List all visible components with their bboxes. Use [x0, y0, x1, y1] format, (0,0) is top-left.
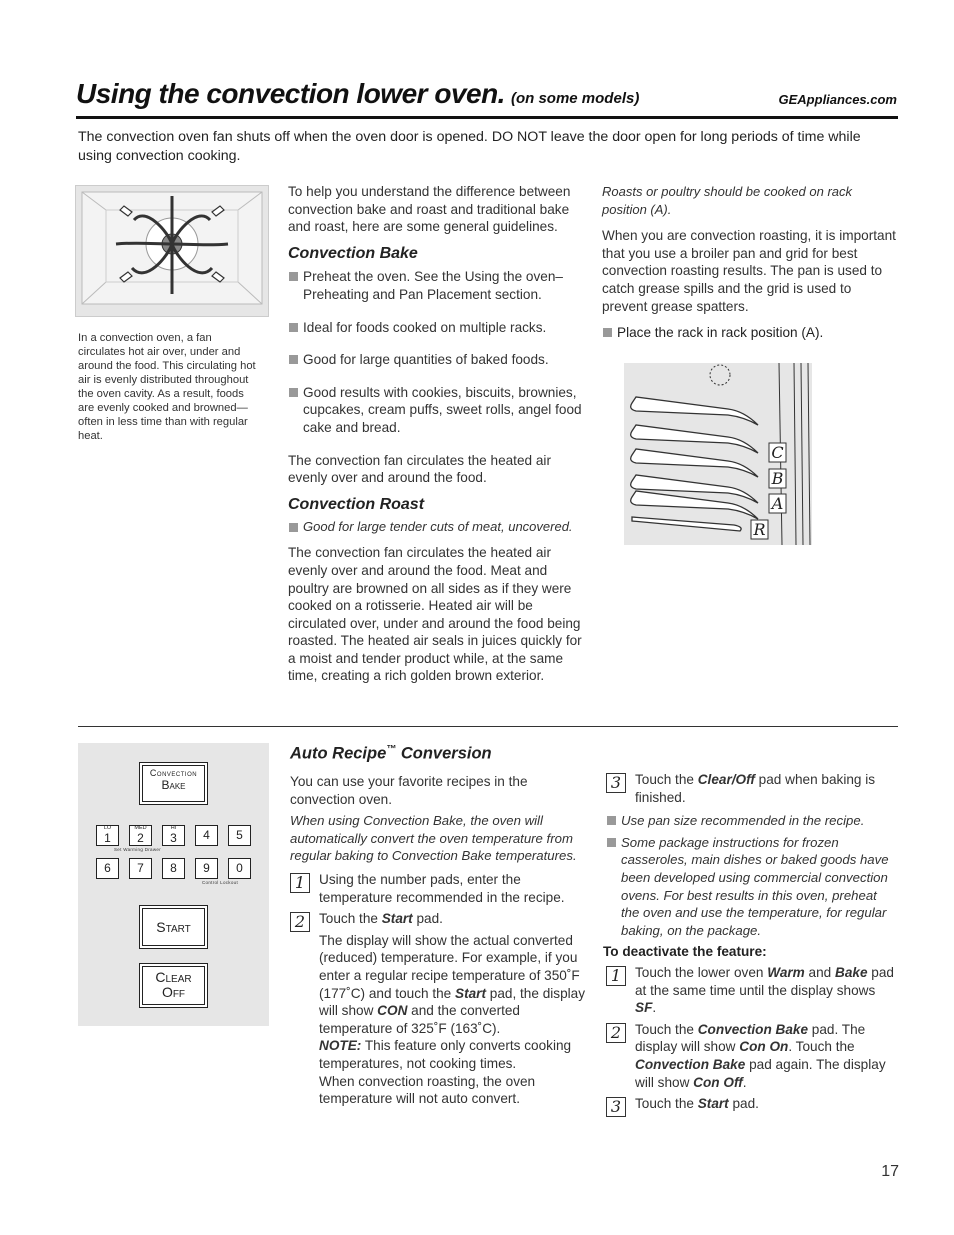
roasting-text: When you are convection roasting, it is important that you use a broiler pan and grid for best convection roasting results. The pan is used to catch grease spills and the grid is used to prevent grease spatters.	[602, 228, 896, 314]
step3-clear-off: Clear/Off	[697, 772, 755, 787]
key-5[interactable]: 5	[228, 825, 251, 846]
bake-bullet: Preheat the oven. See the Using the oven–Preheating and Pan Placement section.	[288, 268, 586, 303]
d1-sf: SF	[635, 1000, 653, 1016]
fan-svg	[76, 186, 268, 316]
intro-paragraph: The convection oven fan shuts off when the oven door is opened. DO NOT leave the door open for long periods of time while using convection cooking.	[78, 129, 861, 164]
clear-pad-line2: Off	[161, 984, 186, 1000]
d2-a: Touch the	[635, 1021, 698, 1037]
d1-g: .	[652, 1000, 657, 1016]
key-0[interactable]: 0	[228, 858, 251, 879]
roasting-column	[602, 183, 898, 351]
step3-text-end: pad when baking is finished.	[635, 772, 876, 805]
title-subtitle: (on some models)	[510, 90, 640, 107]
step2-note	[319, 1037, 588, 1072]
page-number: 17	[881, 1163, 899, 1180]
note-label: NOTE:	[319, 1038, 362, 1054]
rack-svg	[624, 363, 812, 545]
d2-i: .	[742, 1074, 747, 1090]
deactivate-step-1	[606, 964, 898, 1017]
d1-a: Touch the lower oven	[635, 964, 768, 980]
website-label: GEAppliances.com	[778, 92, 897, 107]
d3-a: Touch the	[635, 1096, 698, 1112]
recipe-step-3	[606, 771, 898, 806]
deactivate-number-2: 2	[606, 1023, 626, 1043]
warming-drawer-label: Set Warming Drawer	[114, 847, 161, 852]
d1-warm: Warm	[767, 964, 805, 980]
rack-label-r: R	[753, 520, 766, 539]
step2-start: Start	[381, 911, 413, 927]
d2-e: . Touch the	[788, 1039, 855, 1055]
step-number-1: 1	[290, 873, 310, 893]
convection-pad-line1: Convection	[149, 768, 198, 778]
control-lockout-label: Control Lockout	[202, 880, 239, 885]
deactivate-heading: To deactivate the feature:	[603, 944, 767, 960]
key-1-label: 1	[104, 831, 111, 845]
step2-detail-3: pad, the display will show	[319, 985, 586, 1019]
roast-text: The convection fan circulates the heated air evenly over and around the food. Meat and poultry are browned on all sides as if they were cooked on a rotisserie. Heated air will be circulated over, under and around the food being roasted. The heated air seals in juices quickly for a moist and tender product while, at the same time, creating a rich golden brown exterior.	[288, 545, 582, 684]
recipe-step-1	[290, 871, 588, 906]
step2-detail-1: The display will show the actual converted (reduced) temperature. For example, if you enter a regular recipe temperature of 350˚F (177˚C) and touch the	[319, 932, 580, 1001]
auto-recipe-intro: You can use your favorite recipes in the convection oven.	[290, 774, 528, 807]
rack-label-a: A	[771, 494, 784, 513]
control-panel-illustration	[78, 743, 269, 1026]
d1-bake: Bake	[835, 964, 868, 980]
step-number-3: 3	[606, 773, 626, 793]
key-2[interactable]	[129, 825, 152, 846]
convection-roast-heading: Convection Roast	[288, 495, 425, 513]
section-divider	[78, 726, 898, 727]
guidelines-column	[288, 183, 586, 694]
recipe-step-2	[290, 910, 588, 1108]
d1-e: pad at the same time until the display shows	[635, 964, 894, 998]
d2-g: pad again. The display will show	[635, 1056, 886, 1090]
step2-detail-5: and the converted temperature of 325˚F (163˚C).	[319, 1003, 520, 1036]
key-7[interactable]: 7	[129, 858, 152, 879]
fan-caption: In a convection oven, a fan circulates hot air over, under and around the food. This circulating hot air is evenly distributed throughout the oven cavity. As a result, foods are evenly cooked and browned—often in less time than with regular heat.	[78, 332, 256, 442]
key-3-label: 3	[170, 831, 177, 845]
rack-position-illustration	[624, 363, 812, 545]
auto-recipe-note: When using Convection Bake, the oven will automatically convert the oven temperature from regular baking to Convection Bake temperatures.	[290, 813, 577, 864]
key-9[interactable]: 9	[195, 858, 218, 879]
start-pad[interactable]: Start	[139, 905, 208, 949]
roast-rack-note: Roasts or poultry should be cooked on rack position (A).	[602, 184, 853, 217]
title-main: Using the convection lower oven.	[76, 78, 505, 109]
convection-bake-heading: Convection Bake	[288, 244, 418, 262]
step2-text-end: pad.	[412, 911, 443, 927]
deactivate-number-3: 3	[606, 1097, 626, 1117]
d2-con-on: Con On	[739, 1039, 789, 1055]
bake-bullet: Good results with cookies, biscuits, brownies, cupcakes, cream puffs, sweet rolls, angel food cake and bread.	[288, 384, 586, 437]
key-1-top: LO	[103, 825, 112, 831]
step2-text: Touch the	[319, 911, 382, 927]
roast-bullet: Good for large tender cuts of meat, uncovered.	[288, 519, 586, 535]
key-1[interactable]	[96, 825, 119, 846]
trademark-symbol: ™	[386, 744, 397, 755]
key-2-top: MED	[134, 825, 147, 831]
d2-con-off: Con Off	[693, 1074, 743, 1090]
key-3-top: HI	[170, 825, 177, 831]
key-8[interactable]: 8	[162, 858, 185, 879]
page-title	[76, 78, 639, 110]
header-rule	[76, 116, 898, 119]
auto-recipe-column	[290, 741, 588, 1112]
auto-recipe-column-2	[603, 771, 898, 1117]
rack-label-b: B	[771, 469, 784, 488]
note-text: This feature only converts cooking temperatures, not cooking times.	[319, 1038, 572, 1071]
guidelines-intro: To help you understand the difference between convection bake and roast and traditional bake and roast, here are some general guidelines.	[288, 184, 571, 235]
rack-position-bullet: Place the rack in rack position (A).	[602, 324, 898, 342]
step2-detail-start: Start	[455, 985, 487, 1001]
bake-bullet: Good for large quantities of baked foods.	[288, 351, 586, 369]
deactivate-number-1: 1	[606, 966, 626, 986]
key-4[interactable]: 4	[195, 825, 218, 846]
step2-detail	[319, 932, 588, 1038]
deactivate-step-2	[606, 1021, 898, 1091]
convection-fan-illustration	[75, 185, 269, 317]
bake-note: The convection fan circulates the heated air evenly over and around the food.	[288, 452, 551, 486]
d2-convection-bake-2: Convection Bake	[635, 1056, 746, 1072]
key-3[interactable]	[162, 825, 185, 846]
clear-off-pad[interactable]	[139, 963, 208, 1008]
d3-start: Start	[697, 1096, 729, 1112]
auto-recipe-heading	[290, 741, 588, 763]
convection-bake-pad[interactable]	[139, 762, 208, 805]
deactivate-step-3	[606, 1095, 898, 1117]
key-6[interactable]: 6	[96, 858, 119, 879]
d3-c: pad.	[728, 1096, 759, 1112]
pan-size-bullet: Use pan size recommended in the recipe.	[606, 812, 898, 830]
step2-note-2: When convection roasting, the oven temperature will not auto convert.	[319, 1073, 536, 1107]
step-number-2: 2	[290, 912, 310, 932]
recipe-step-1-text: Using the number pads, enter the temperature recommended in the recipe.	[319, 872, 565, 905]
clear-pad-line1: Clear	[155, 969, 192, 985]
step2-detail-con: CON	[377, 1003, 408, 1019]
auto-recipe-heading-rest: Conversion	[396, 744, 492, 763]
step3-text: Touch the	[635, 772, 698, 787]
d1-c: and	[804, 964, 836, 980]
d2-convection-bake: Convection Bake	[697, 1021, 809, 1037]
rack-label-c: C	[771, 443, 784, 462]
auto-recipe-heading-main: Auto Recipe	[290, 744, 387, 763]
convection-pad-line2: Bake	[161, 778, 186, 792]
key-2-label: 2	[137, 831, 144, 845]
bake-bullet: Ideal for foods cooked on multiple racks.	[288, 319, 586, 337]
d2-c: pad. The display will show	[635, 1021, 866, 1055]
package-bullet: Some package instructions for frozen casseroles, main dishes or baked goods have been developed using commercial convection ovens. For best results in this oven, preheat the oven and use the temperature, for regular baking, on the package.	[606, 834, 898, 940]
